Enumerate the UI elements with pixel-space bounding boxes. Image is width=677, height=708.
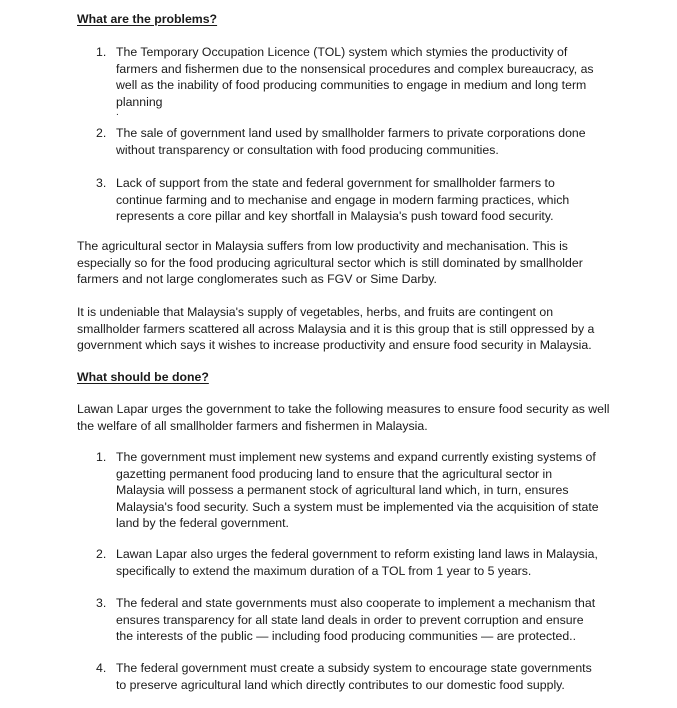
solutions-heading: What should be done? bbox=[77, 370, 209, 384]
problem-item-3 bbox=[96, 175, 604, 225]
solution-item-3 bbox=[96, 595, 604, 645]
solution-item-text: The federal and state governments must also cooperate to implement a mechanism that ensures transparency for all state land deals in order to prevent corruption and ensure the interests of the public — including food producing communities — are protected.. bbox=[116, 596, 596, 644]
solution-item-number: 3. bbox=[96, 596, 107, 610]
solution-item-number: 2. bbox=[96, 547, 107, 561]
problem-item-number: 1. bbox=[96, 45, 107, 59]
problem-item-number: 3. bbox=[96, 176, 107, 190]
stray-period-mark: . bbox=[116, 107, 119, 118]
solution-item-text: The federal government must create a subsidy system to encourage state governments to preserve agricultural land which directly contributes to our domestic food supply. bbox=[116, 661, 592, 692]
paragraph-agricultural-sector: The agricultural sector in Malaysia suffers from low productivity and mechanisation. This is especially so for the food producing agricultural sector which is still dominated by smallholder farmers and not large conglomerates such as FGV or Sime Darby. bbox=[77, 239, 583, 287]
solution-item-1 bbox=[96, 449, 604, 532]
paragraph-food-supply: It is undeniable that Malaysia's supply of vegetables, herbs, and fruits are contingent on smallholder farmers scattered all across Malaysia and it is this group that is still oppressed by a government which says it wishes to increase productivity and ensure food security in Malaysia. bbox=[77, 305, 595, 353]
solution-item-number: 4. bbox=[96, 661, 107, 675]
problem-item-1 bbox=[96, 44, 604, 110]
problems-heading: What are the problems? bbox=[77, 12, 218, 26]
solutions-intro: Lawan Lapar urges the government to take the following measures to ensure food security as well the welfare of all smallholder farmers and fishermen in Malaysia. bbox=[77, 402, 610, 433]
problem-item-number: 2. bbox=[96, 126, 107, 140]
solution-item-4 bbox=[96, 660, 604, 693]
solution-item-2 bbox=[96, 546, 604, 579]
solution-item-number: 1. bbox=[96, 450, 107, 464]
solution-item-text: The government must implement new systems and expand currently existing systems of gazetting permanent food producing land to ensure that the agricultural sector in Malaysia will possess a permanent stock of agricultural land which, in turn, ensures Malaysia's food security. Such a system must be implemented via the acquisition of state land by the federal government. bbox=[116, 450, 599, 531]
solution-item-text: Lawan Lapar also urges the federal government to reform existing land laws in Malaysia, specifically to extend the maximum duration of a TOL from 1 year to 5 years. bbox=[116, 547, 598, 578]
problem-item-2 bbox=[96, 125, 604, 158]
problem-item-text: The sale of government land used by smallholder farmers to private corporations done without transparency or consultation with food producing communities. bbox=[116, 126, 586, 157]
problem-item-text: The Temporary Occupation Licence (TOL) system which stymies the productivity of farmers and fishermen due to the nonsensical procedures and complex bureaucracy, as well as the inability of food producing communities to engage in medium and long term planning bbox=[116, 45, 594, 109]
problem-item-text: Lack of support from the state and federal government for smallholder farmers to continue farming and to mechanise and engage in modern farming practices, which represents a core pillar and key shortfall in Malaysia's push toward food security. bbox=[116, 176, 570, 224]
